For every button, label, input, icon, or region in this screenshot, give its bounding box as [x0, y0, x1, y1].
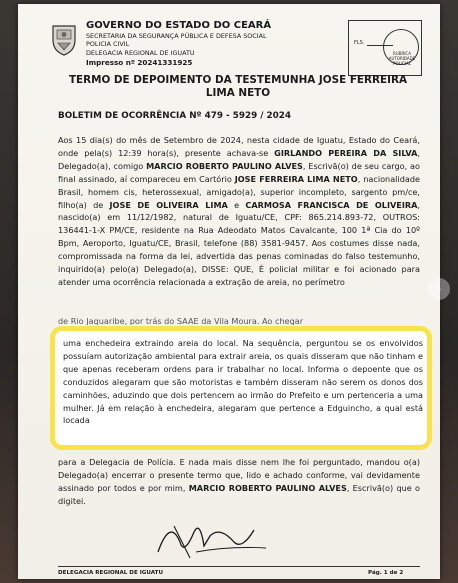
page-number: Pág. 1 de 2: [368, 570, 404, 576]
document-title: TERMO DE DEPOIMENTO DA TESTEMUNHA JOSE FERREIRA LIMA NETO: [68, 74, 408, 99]
footer-station: DELEGACIA REGIONAL DE IGUATU: [58, 570, 164, 576]
highlighted-text: uma enchedeira extraindo areia do local. Na sequência, perguntou se os envolvidos possuíam autorização ambiental para extrair areia, os quais disseram que não tinham e que apenas receberam ordens para ir trabalhar no local. Informa o depoente que os conduzidos alegaram que são motoristas e também disseram não serem os donos dos caminhões, aduzindo que dois pertencem ao irmão do Prefeito e um pertenceria a uma mulher. Já em relação à enchedeira, alegaram que pertence a Edguincho, a qual está locada: [63, 338, 423, 426]
document-header: [18, 12, 440, 72]
coat-of-arms-icon: [50, 22, 78, 56]
fls-label: FLS.: [354, 40, 365, 46]
page-stamp-box: [348, 20, 422, 76]
handwritten-signature-icon: [150, 512, 270, 564]
deposition-body: [58, 134, 420, 289]
header-text-block: [86, 20, 306, 68]
document-page: [18, 4, 440, 579]
deposition-paragraph: Aos 15 dia(s) do mês de Setembro de 2024, nesta cidade de Iguatu, Estado do Ceará, onde pela(s) 12:39 hora(s), presente achava-se GIRLANDO PEREIRA DA SILVA, Delegado(a), comigo MARCIO ROBERTO PAULINO ALVES, Escrivã(o) de seu cargo, ao final assinado, aí compareceu em Cartório JOSE FERREIRA LIMA NETO, nacionalidade Brasil, homem cis, heterossexual, amigado(a), superior incompleto, sargento pm/ce, filho(a) de JOSE DE OLIVEIRA LIMA e CARMOSA FRANCISCA DE OLIVEIRA, nascido(a) em 11/12/1982, natural de Iguatu/CE, CPF: 865.214.893-72, OUTROS: 136441-1-X PM/CE, residente na Rua Adeodato Matos Cavalcante, 100 1ª Cia do 10º Bpm, Aeroporto, Iguatu/CE, Brasil, telefone (88) 3581-9457. Aos costumes disse nada, compromissada na forma da lei, advertida das penas cominadas do falso testemunho, inquirido(a) pelo(a) Delegado(a), DISSE: QUE, É policial militar e foi acionado para atender uma ocorrência relacionada a extração de areia, no perímetro: [58, 135, 421, 287]
occurrence-number: BOLETIM DE OCORRÊNCIA Nº 479 - 5929 / 2024: [58, 111, 292, 121]
rubrica-label: RUBRICA AUTORIDADE POLICIAL: [388, 51, 416, 66]
closing-paragraph: para a Delegacia de Polícia. E nada mais disse nem lhe foi perguntado, mandou o(a) Delegado(a) encerrar o presente termo que, lido e achado conforme, vai devidamente assinado por todos e por mim, MARCIO ROBERTO PAULINO ALVES, Escrivã(o) que o digitei.: [58, 457, 421, 506]
next-image-button[interactable]: ›: [428, 278, 450, 300]
highlighted-passage: [50, 326, 432, 450]
footer-divider: [58, 566, 420, 567]
police-name: POLICIA CIVIL: [86, 40, 130, 49]
secretariat-name: SECRETARIA DA SEGURANÇA PÚBLICA E DEFESA SOCIAL: [86, 32, 267, 40]
station-name: DELEGACIA REGIONAL DE IGUATU: [86, 48, 195, 57]
partially-hidden-text: de Rio Jaguaribe, por trás do SAAE da Vila Moura. Ao chegar: [58, 316, 304, 325]
print-number: Impresso nº 20241331925: [86, 57, 193, 67]
government-name: GOVERNO DO ESTADO DO CEARÁ: [86, 20, 272, 31]
